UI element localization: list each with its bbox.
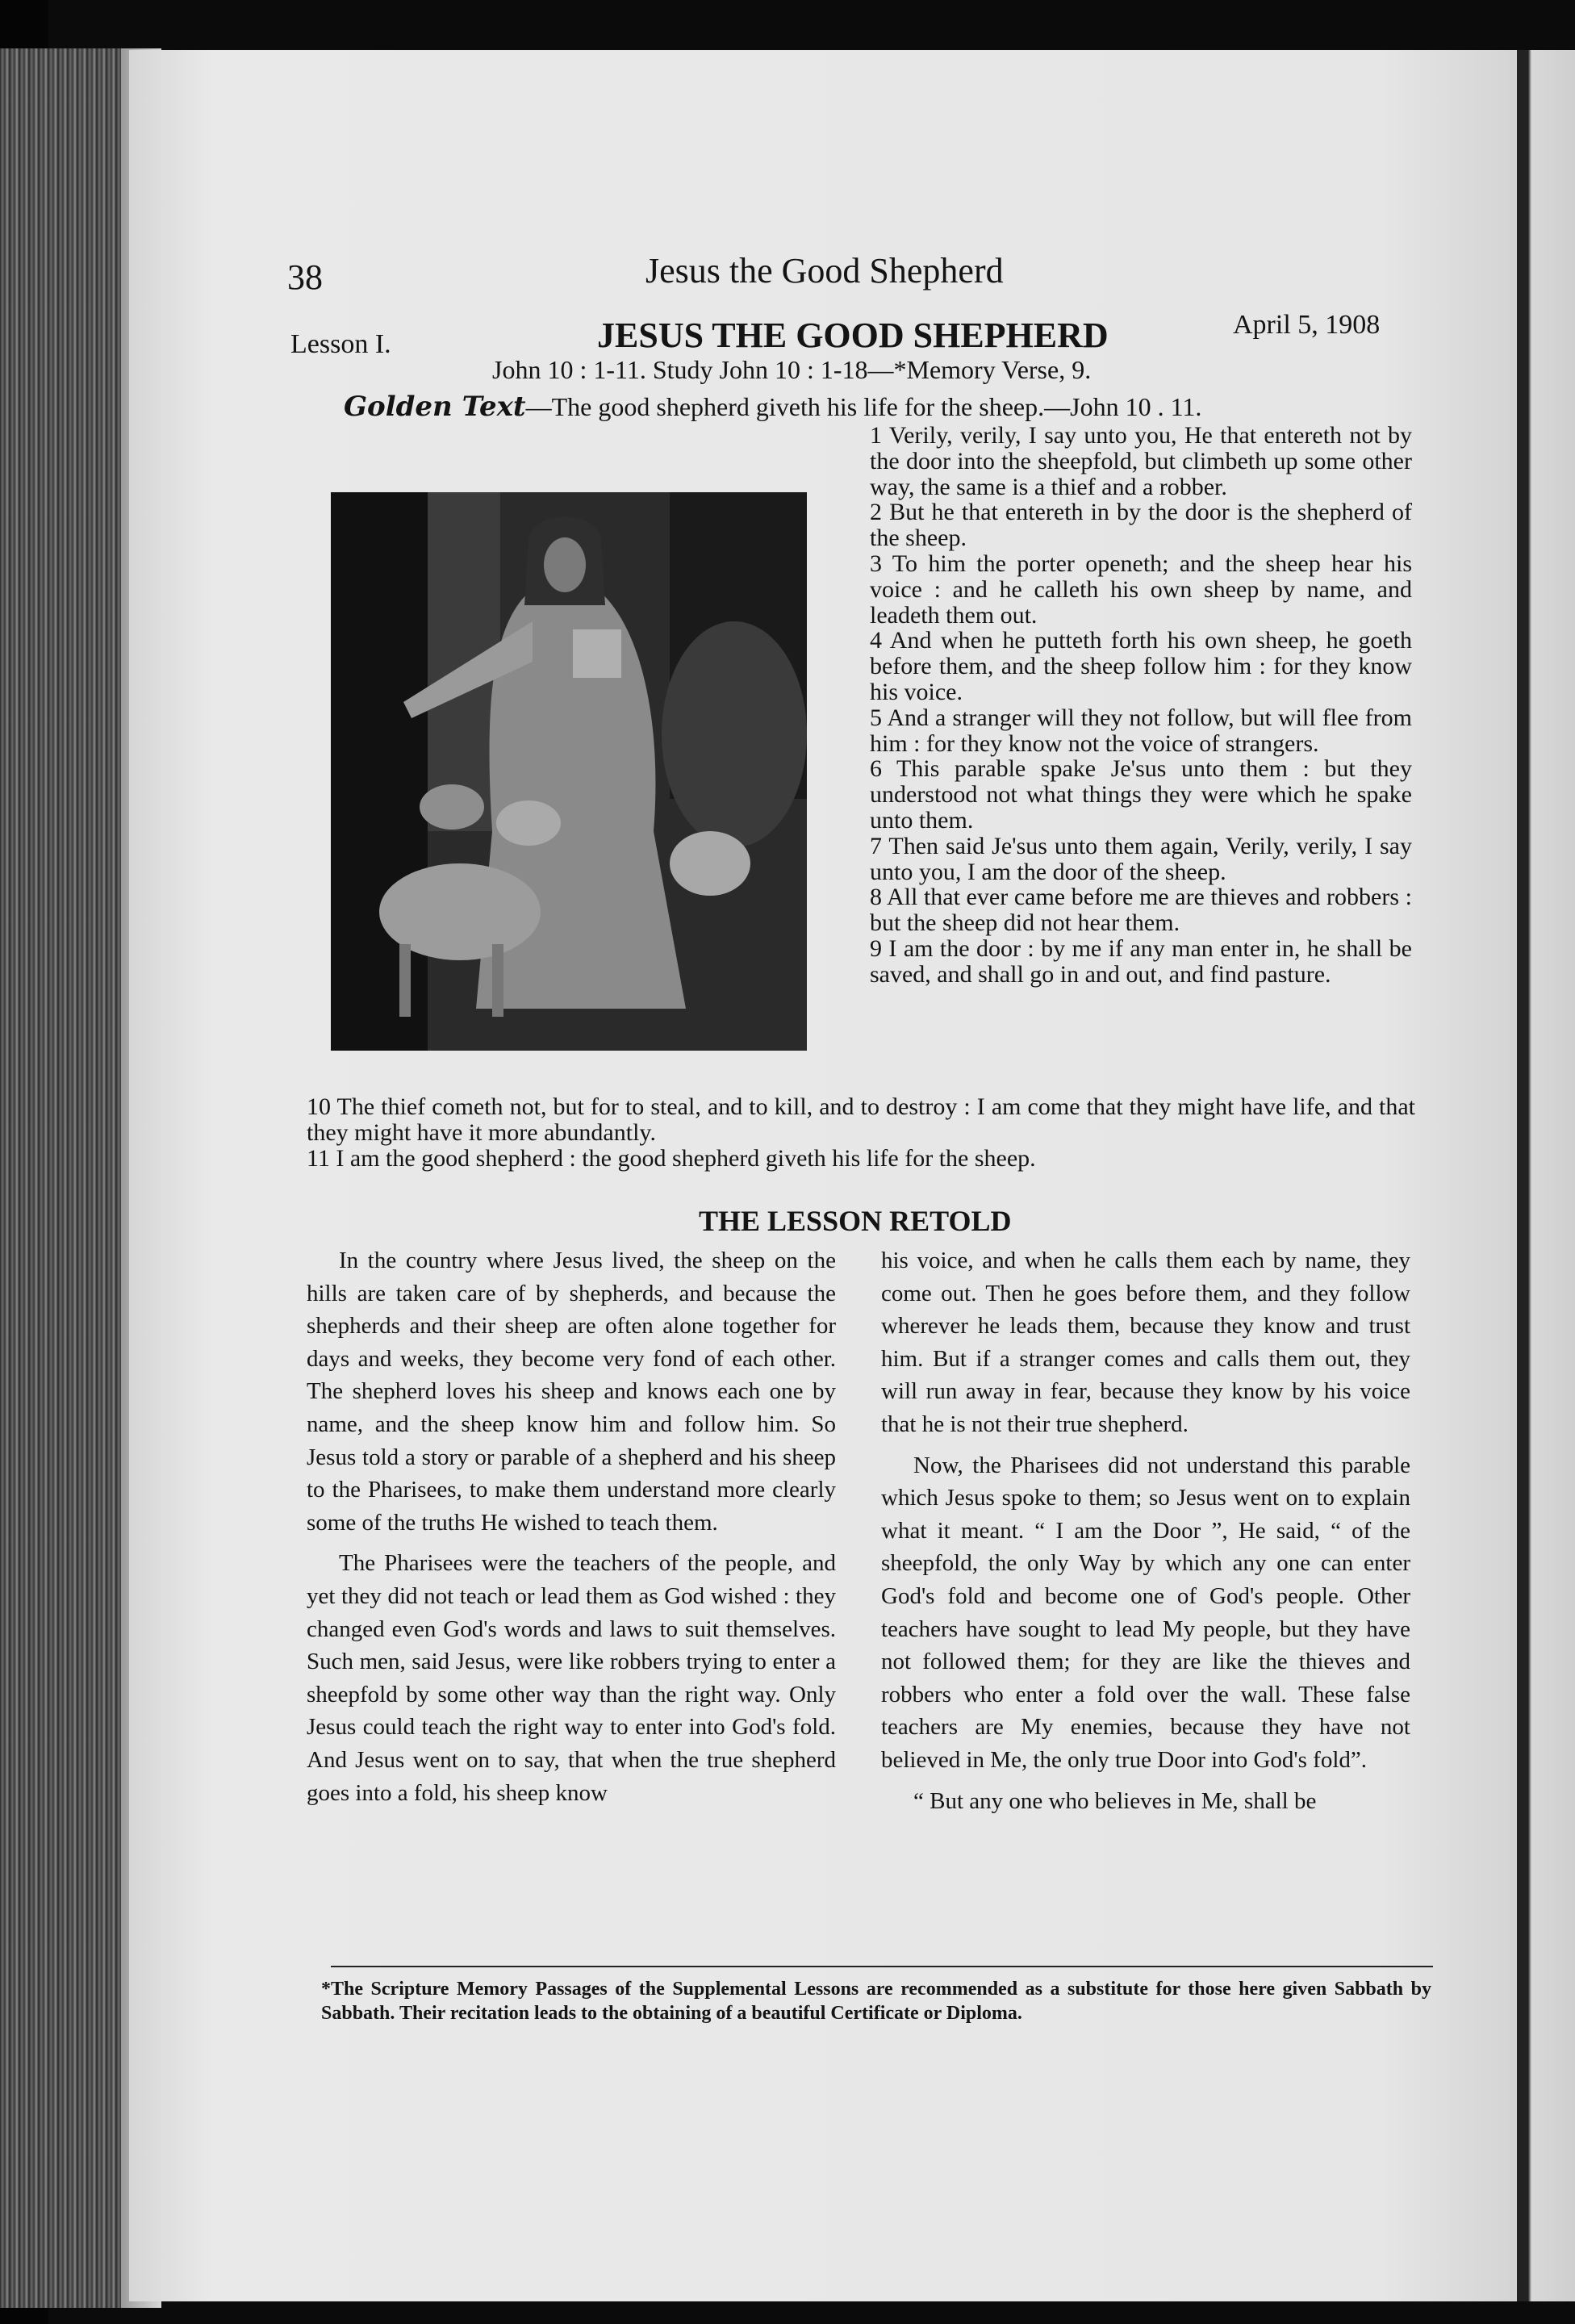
lesson-label: Lesson I. <box>290 329 391 359</box>
verse: 6 This parable spake Je'sus unto them : but they understood not what things they were which he spake unto them. <box>870 755 1412 834</box>
verse: 8 All that ever came before me are thieves and robbers : but the sheep did not hear them. <box>870 884 1412 937</box>
verse: 3 To him the porter openeth; and the sheep hear his voice : and he calleth his own sheep by name, and leadeth them out. <box>870 550 1412 629</box>
retold-column-right <box>881 1244 1410 1817</box>
shepherd-illustration <box>331 492 807 1051</box>
verse: 9 I am the door : by me if any man enter in, he shall be saved, and shall go in and out, and find pasture. <box>870 934 1412 988</box>
golden-text-body: —The good shepherd giveth his life for the sheep.—John 10 . 11. <box>525 392 1202 421</box>
scripture-verses-full-width <box>307 1094 1415 1172</box>
verse: 2 But he that entereth in by the door is the shepherd of the sheep. <box>870 499 1412 552</box>
book-page <box>129 50 1517 2301</box>
verse: 11 I am the good shepherd : the good shepherd giveth his life for the sheep. <box>307 1145 1036 1172</box>
golden-text <box>344 391 1201 423</box>
book-page-edges <box>0 48 121 2308</box>
verse: 7 Then said Je'sus unto them again, Verily, verily, I say unto you, I am the door of the sheep. <box>870 832 1412 885</box>
lesson-title: JESUS THE GOOD SHEPHERD <box>597 316 1109 355</box>
paragraph: Now, the Pharisees did not understand this parable which Jesus spoke to them; so Jesus went on to explain what it meant. “ I am the Door ”, He said, “ of the sheepfold, the only Way by which any one can enter God's fold and become one of God's people. Other teachers have sought to lead My people, but they have not followed them; for they are like the thieves and robbers who enter a fold over the wall. These false teachers are My enemies, because they have not believed in Me, the only true Door into God's fold”. <box>881 1452 1410 1773</box>
retold-column-left <box>307 1244 836 1809</box>
golden-text-label: Golden Text <box>344 391 526 423</box>
verse: 5 And a stranger will they not follow, but will flee from him : for they know not the voice of strangers. <box>870 704 1412 757</box>
paragraph: his voice, and when he calls them each by name, they come out. Then he goes before them, and they follow wherever he leads them, because they know and trust him. But if a stranger comes and calls them out, they will run away in fear, because they know by his voice that he is not their true shepherd. <box>881 1248 1410 1437</box>
scripture-verses-right <box>870 423 1412 988</box>
verse: 4 And when he putteth forth his own sheep, he goeth before them, and the sheep follow him : for they know his voice. <box>870 627 1412 705</box>
footnote: *The Scripture Memory Passages of the Supplemental Lessons are recommended as a substitute for those here given Sabbath by Sabbath. Their recitation leads to the obtaining of a beautiful Certificate or Diploma. <box>321 1979 1431 2024</box>
lesson-date: April 5, 1908 <box>1233 310 1381 340</box>
paragraph: “ But any one who believes in Me, shall be <box>913 1787 1317 1814</box>
shepherd-illustration-art <box>331 492 807 1051</box>
verse: 1 Verily, verily, I say unto you, He that entereth not by the door into the sheepfold, but climbeth up some other way, the same is a thief and a robber. <box>870 422 1412 500</box>
verse: 10 The thief cometh not, but for to steal, and to kill, and to destroy : I am come that they might have life, and that they might have it more abundantly. <box>307 1093 1415 1146</box>
running-head: Jesus the Good Shepherd <box>645 251 1004 290</box>
facing-page-edge <box>1517 50 1575 2301</box>
paragraph: The Pharisees were the teachers of the people, and yet they did not teach or lead them as God wished : they changed even God's words and laws to suit themselves. Such men, said Jesus, were like robbers trying to enter a sheepfold by some other way than the right way. Only Jesus could teach the right way to enter into God's fold. And Jesus went on to say, that when the true shepherd goes into a fold, his sheep know <box>307 1550 836 1806</box>
footnote-rule <box>331 1966 1433 1967</box>
lesson-references: John 10 : 1-11. Study John 10 : 1-18—*Memory Verse, 9. <box>492 355 1092 384</box>
section-heading: THE LESSON RETOLD <box>699 1205 1012 1237</box>
page-number: 38 <box>287 257 323 297</box>
paragraph: In the country where Jesus lived, the sheep on the hills are taken care of by shepherds, and because the shepherds and their sheep are often alone together for days and weeks, they become very fond of each other. The shepherd loves his sheep and knows each one by name, and the sheep know him and follow him. So Jesus told a story or parable of a shepherd and his sheep to the Pharisees, to make them understand more clearly some of the truths He wished to teach them. <box>307 1248 836 1536</box>
